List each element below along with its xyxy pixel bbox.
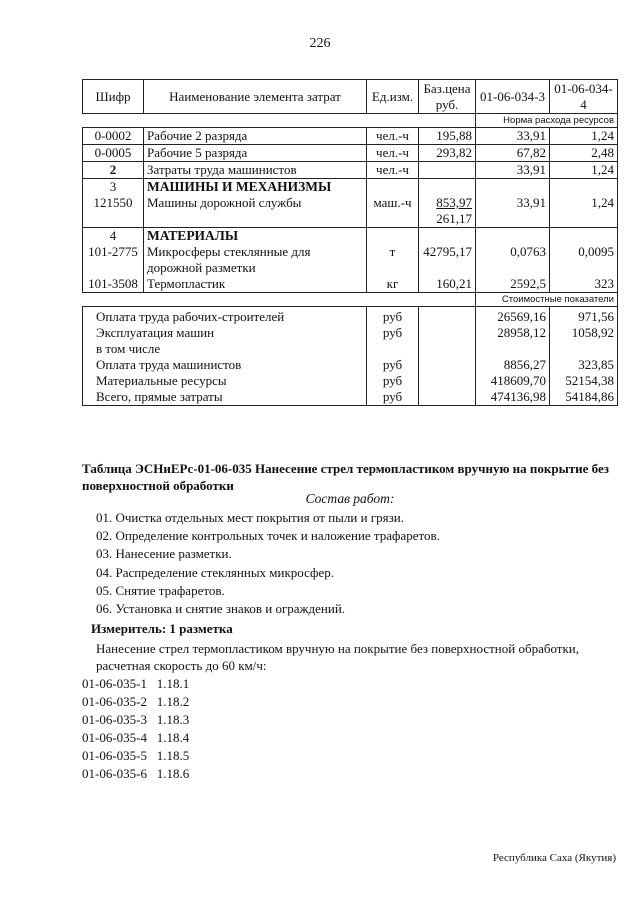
table-header-row bbox=[83, 80, 618, 114]
row-price: 195,88 bbox=[419, 128, 476, 145]
work-item: 06. Установка и снятие знаков и ограждений. bbox=[96, 601, 346, 616]
total-value-1: 418609,70 bbox=[490, 373, 546, 388]
table-row-materials bbox=[83, 228, 618, 293]
row-unit: маш.-ч bbox=[373, 195, 412, 210]
header-col1: 01-06-034-3 bbox=[476, 80, 550, 114]
total-unit: руб bbox=[382, 373, 403, 388]
row-name: Затраты труда машинистов bbox=[144, 162, 367, 179]
row-price: 42795,17 bbox=[423, 244, 472, 259]
row-value-1: 33,91 bbox=[476, 128, 550, 145]
row-code: 101-3508 bbox=[88, 276, 138, 291]
row-value-2: 1,24 bbox=[550, 128, 618, 145]
table-row bbox=[83, 162, 618, 179]
code-item: 01-06-035-1 1.18.1 bbox=[82, 676, 190, 691]
total-value-2: 971,56 bbox=[578, 309, 614, 324]
row-value-2: 0,0095 bbox=[578, 244, 614, 259]
row-name: Рабочие 2 разряда bbox=[144, 128, 367, 145]
section-code: 4 bbox=[109, 228, 117, 243]
row-name: Микросферы стеклянные для дорожной разметки bbox=[147, 244, 311, 275]
table-row-machines bbox=[83, 179, 618, 228]
total-unit: руб bbox=[382, 389, 403, 404]
description-line: расчетная скорость до 60 км/ч: bbox=[96, 658, 267, 673]
row-unit: кг bbox=[386, 276, 399, 291]
description-line: Нанесение стрел термопластиком вручную на покрытие без поверхностной обработки, bbox=[96, 641, 579, 656]
header-unit: Ед.изм. bbox=[367, 80, 419, 114]
section-title-materials: МАТЕРИАЛЫ bbox=[147, 228, 239, 243]
total-value-2: 54184,86 bbox=[565, 389, 614, 404]
footer-region: Республика Саха (Якутия) bbox=[492, 852, 616, 864]
row-price: 160,21 bbox=[436, 276, 472, 291]
row-value-2: 1,24 bbox=[550, 162, 618, 179]
total-name: Оплата труда машинистов bbox=[96, 357, 242, 372]
row-value-1: 33,91 bbox=[516, 195, 546, 210]
work-item: 04. Распределение стеклянных микросфер. bbox=[96, 565, 334, 580]
row-unit: чел.-ч bbox=[367, 128, 419, 145]
total-name: в том числе bbox=[96, 341, 161, 356]
norm-label-row bbox=[83, 114, 618, 128]
row-value-1: 0,0763 bbox=[510, 244, 546, 259]
norm-label: Норма расхода ресурсов bbox=[476, 114, 618, 128]
row-value-2: 323 bbox=[594, 276, 614, 291]
row-value-2: 1,24 bbox=[591, 195, 614, 210]
cost-label-row bbox=[83, 293, 618, 307]
composition-title: Состав работ: bbox=[305, 491, 395, 506]
description bbox=[96, 640, 616, 674]
row-name: Рабочие 5 разряда bbox=[144, 145, 367, 162]
code-item: 01-06-035-4 1.18.4 bbox=[82, 730, 190, 745]
total-name: Эксплуатация машин bbox=[96, 325, 215, 340]
total-value-2: 1058,92 bbox=[571, 325, 614, 340]
work-item: 03. Нанесение разметки. bbox=[96, 546, 232, 561]
page-number: 226 bbox=[309, 36, 331, 51]
row-code: 0-0002 bbox=[83, 128, 144, 145]
total-value-1: 474136,98 bbox=[490, 389, 546, 404]
work-item: 01. Очистка отдельных мест покрытия от пыли и грязи. bbox=[96, 510, 404, 525]
table-row bbox=[83, 145, 618, 162]
header-code: Шифр bbox=[83, 80, 144, 114]
row-code: 121550 bbox=[93, 195, 133, 210]
total-value-2: 323,85 bbox=[578, 357, 614, 372]
row-unit: т bbox=[389, 244, 396, 259]
section-title-machines: МАШИНЫ И МЕХАНИЗМЫ bbox=[147, 179, 332, 194]
row-unit: чел.-ч bbox=[367, 162, 419, 179]
row-code: 0-0005 bbox=[83, 145, 144, 162]
row-price: 293,82 bbox=[419, 145, 476, 162]
row-value-1: 33,91 bbox=[476, 162, 550, 179]
total-value-2: 52154,38 bbox=[565, 373, 614, 388]
table-row bbox=[83, 128, 618, 145]
total-name: Материальные ресурсы bbox=[96, 373, 227, 388]
code-item: 01-06-035-2 1.18.2 bbox=[82, 694, 190, 709]
cost-label: Стоимостные показатели bbox=[476, 293, 618, 307]
code-item: 01-06-035-3 1.18.3 bbox=[82, 712, 190, 727]
row-price: 853,97 bbox=[436, 195, 472, 210]
row-price-secondary: 261,17 bbox=[436, 211, 472, 226]
total-value-1: 28958,12 bbox=[497, 325, 546, 340]
total-unit: руб bbox=[382, 325, 403, 340]
table-title: Таблица ЭСНиЕРс-01-06-035 Нанесение стрел термопластиком вручную на покрытие без поверхностной обработки bbox=[82, 461, 609, 493]
row-value-1: 67,82 bbox=[476, 145, 550, 162]
code-item: 01-06-035-5 1.18.5 bbox=[82, 748, 190, 763]
work-item: 02. Определение контрольных точек и наложение трафаретов. bbox=[96, 528, 440, 543]
total-value-1: 8856,27 bbox=[503, 357, 546, 372]
row-price bbox=[419, 162, 476, 179]
work-item: 05. Снятие трафаретов. bbox=[96, 583, 225, 598]
row-value-1: 2592,5 bbox=[510, 276, 546, 291]
header-name: Наименование элемента затрат bbox=[144, 80, 367, 114]
row-unit: чел.-ч bbox=[367, 145, 419, 162]
totals-block bbox=[83, 307, 618, 406]
total-name: Всего, прямые затраты bbox=[96, 389, 223, 404]
code-item: 01-06-035-6 1.18.6 bbox=[82, 766, 190, 781]
row-code: 2 bbox=[83, 162, 144, 179]
section-code: 3 bbox=[109, 179, 117, 194]
row-code: 101-2775 bbox=[88, 244, 138, 259]
header-price: Баз.цена руб. bbox=[419, 80, 476, 114]
measure-unit: Измеритель: 1 разметка bbox=[91, 621, 233, 636]
resource-table bbox=[82, 79, 618, 406]
row-name: Машины дорожной службы bbox=[147, 195, 302, 210]
total-name: Оплата труда рабочих-строителей bbox=[96, 309, 285, 324]
header-col2: 01-06-034-4 bbox=[550, 80, 618, 114]
total-value-1: 26569,16 bbox=[497, 309, 546, 324]
row-name: Термопластик bbox=[147, 276, 226, 291]
row-value-2: 2,48 bbox=[550, 145, 618, 162]
total-unit: руб bbox=[382, 309, 403, 324]
total-unit: руб bbox=[382, 357, 403, 372]
